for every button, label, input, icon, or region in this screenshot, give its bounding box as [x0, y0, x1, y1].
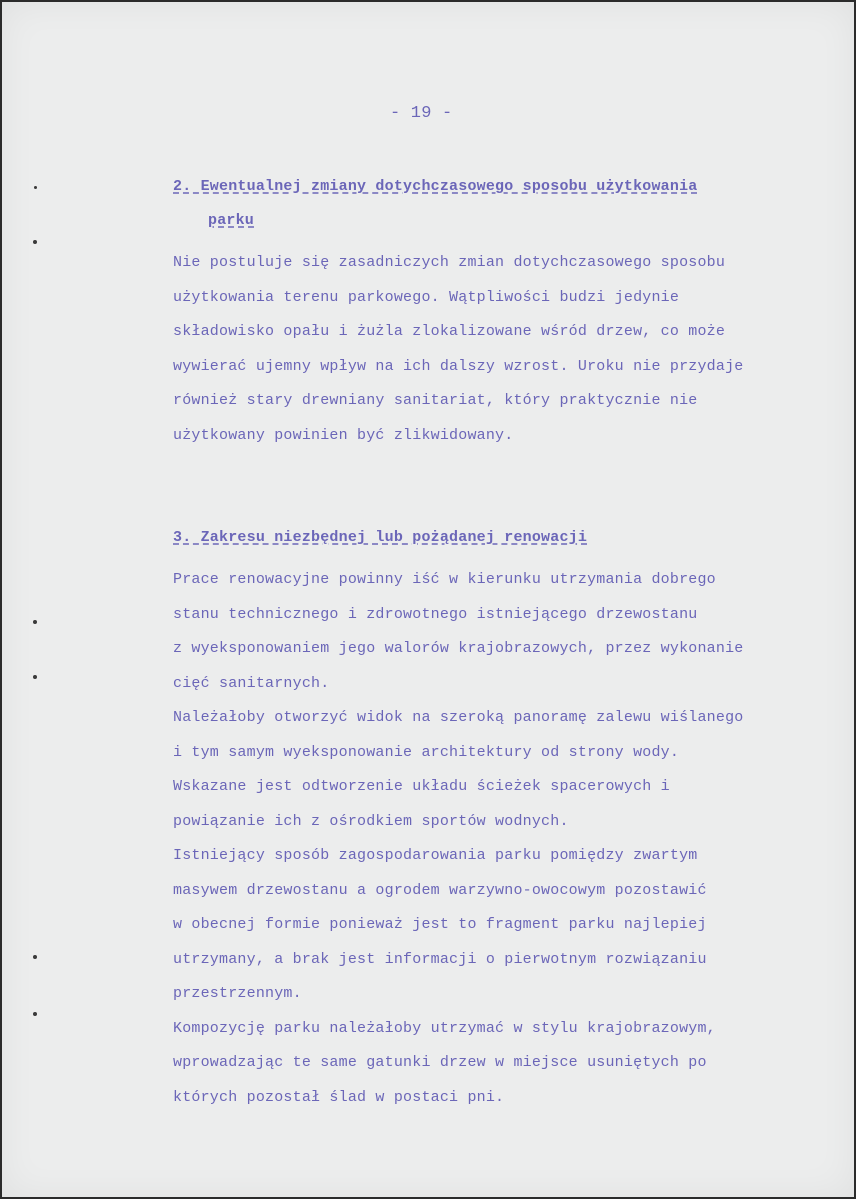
paragraph-line: wywierać ujemny wpływ na ich dalszy wzrost. Uroku nie przydaje [173, 357, 744, 375]
margin-punch-mark [34, 186, 37, 189]
paragraph-line: składowisko opału i żużla zlokalizowane wśród drzew, co może [173, 323, 726, 340]
paragraph-line: użytkowany powinien być zlikwidowany. [173, 426, 514, 444]
paragraph-line: Należałoby otworzyć widok na szeroką panoramę zalewu wiślanego [173, 709, 744, 726]
paragraph-line: również stary drewniany sanitariat, który praktycznie nie [173, 392, 698, 409]
section-2-paragraph [173, 246, 744, 453]
paragraph-line: masywem drzewostanu a ogrodem warzywno-owocowym pozostawić [173, 881, 707, 899]
margin-punch-mark [33, 675, 37, 679]
paragraph-line: cięć sanitarnych. [173, 674, 330, 692]
margin-punch-mark [33, 1012, 37, 1016]
paragraph-line: utrzymany, a brak jest informacji o pierwotnym rozwiązaniu [173, 950, 707, 968]
margin-punch-mark [33, 240, 37, 244]
page-number: - 19 - [390, 104, 453, 123]
paragraph-line: Prace renowacyjne powinny iść w kierunku utrzymania dobrego [173, 571, 716, 588]
paragraph-line: wprowadzając te same gatunki drzew w miejsce usuniętych po [173, 1054, 707, 1071]
paragraph-line: i tym samym wyeksponowanie architektury od strony wody. [173, 743, 680, 761]
section-2-heading-continued: parku [208, 212, 255, 229]
paragraph-line: Wskazane jest odtworzenie układu ścieżek spacerowych i [173, 778, 670, 795]
paragraph-line: powiązanie ich z ośrodkiem sportów wodnych. [173, 812, 569, 830]
section-2-heading: 2. Ewentualnej zmiany dotychczasowego sposobu użytkowania [173, 178, 698, 195]
section-3-paragraph [173, 563, 744, 1115]
paragraph-line: z wyeksponowaniem jego walorów krajobrazowych, przez wykonanie [173, 640, 744, 657]
margin-punch-mark [33, 955, 37, 959]
paragraph-line: Nie postuluje się zasadniczych zmian dotychczasowego sposobu [173, 254, 726, 271]
margin-punch-mark [33, 620, 37, 624]
paragraph-line: których pozostał ślad w postaci pni. [173, 1088, 505, 1106]
paragraph-line: stanu technicznego i zdrowotnego istniejącego drzewostanu [173, 605, 698, 623]
paragraph-line: Istniejący sposób zagospodarowania parku pomiędzy zwartym [173, 847, 698, 864]
paragraph-line: przestrzennym. [173, 985, 302, 1002]
paragraph-line: w obecnej formie ponieważ jest to fragment parku najlepiej [173, 916, 707, 933]
paragraph-line: użytkowania terenu parkowego. Wątpliwości budzi jedynie [173, 288, 680, 306]
section-3-heading: 3. Zakresu niezbędnej lub pożądanej renowacji [173, 529, 588, 546]
paragraph-line: Kompozycję parku należałoby utrzymać w stylu krajobrazowym, [173, 1019, 716, 1037]
